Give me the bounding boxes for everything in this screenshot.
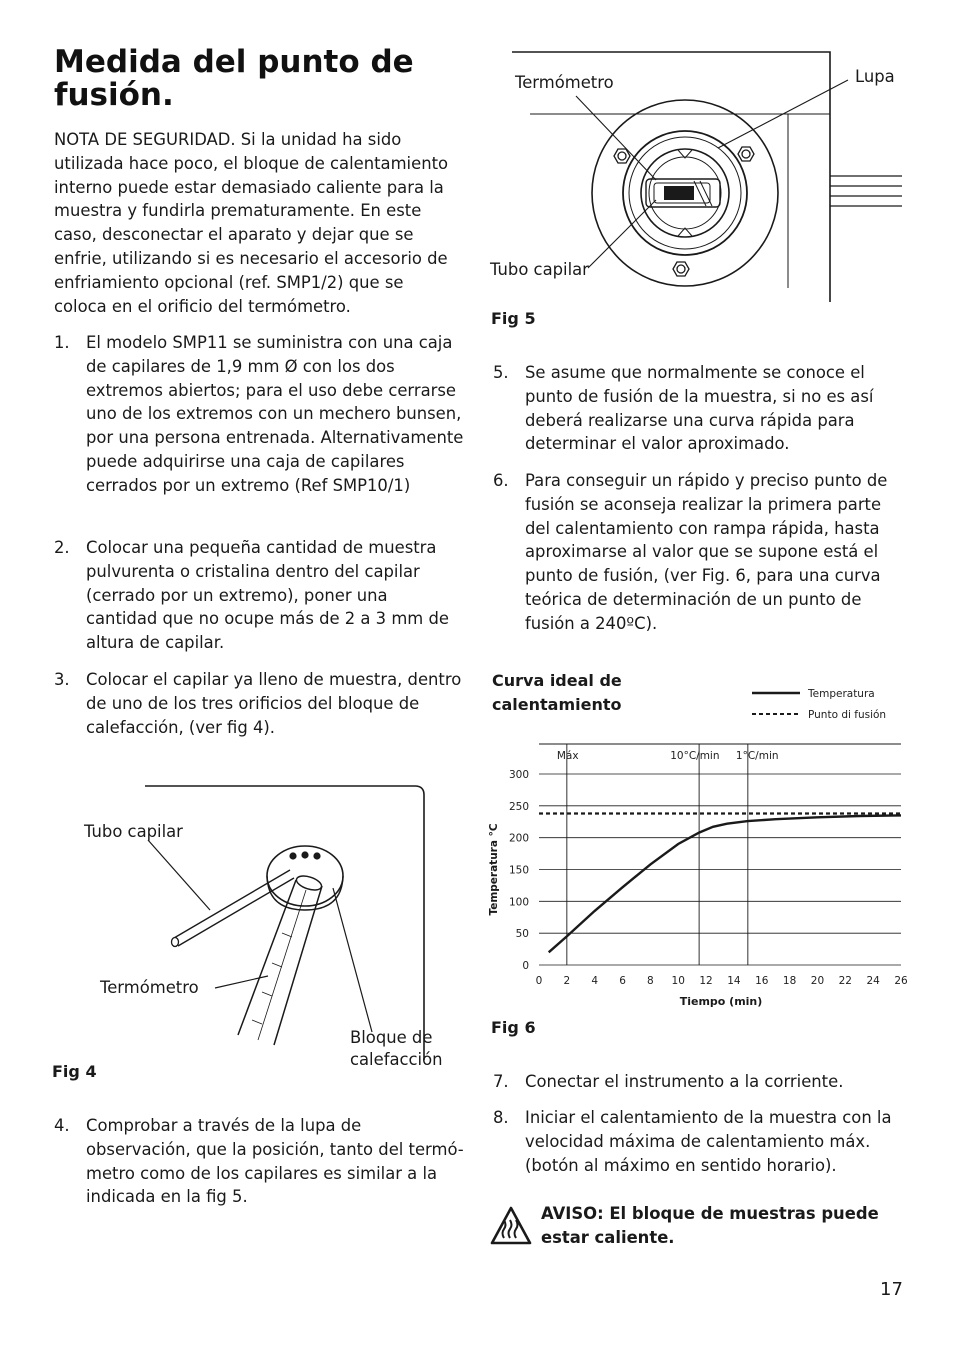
step-text: Iniciar el calentamiento de la muestra con la velocidad máxima de calentamiento máx. (botón al máximo en sentido horario). xyxy=(525,1108,892,1175)
step-7 xyxy=(493,1070,905,1094)
hot-surface-warning-icon xyxy=(489,1205,533,1247)
x-tick-label: 14 xyxy=(727,975,741,987)
step-3 xyxy=(54,668,466,740)
chart-title-line-2: calentamiento xyxy=(492,695,622,714)
fig5-label-magnifier: Lupa xyxy=(855,67,895,86)
x-tick-label: 10 xyxy=(671,975,685,987)
capillary-tube xyxy=(174,870,290,938)
step-number: 7. xyxy=(493,1072,509,1091)
legend-label: Temperatura xyxy=(808,688,875,700)
x-tick-label: 24 xyxy=(866,975,880,987)
y-tick-label: 250 xyxy=(508,800,529,813)
fig5-caption: Fig 5 xyxy=(491,309,536,328)
step-text: Colocar una pequeña cantidad de muestra pulvurenta o cristalina dentro del capilar (cerrado por un extremo), poner una cantidad que no ocupe más de 2 a 3 mm de altura de capilar. xyxy=(86,538,449,653)
step-number: 5. xyxy=(493,363,509,382)
step-text: Colocar el capilar ya lleno de muestra, dentro de uno de los tres orificios del bloque de calefacción, (ver fig 4). xyxy=(86,670,462,737)
fig4-label-block-2: calefacción xyxy=(350,1050,443,1069)
temperature-series xyxy=(549,815,901,952)
y-tick-label: 50 xyxy=(515,928,529,941)
y-tick-label: 0 xyxy=(522,960,529,972)
page-number: 17 xyxy=(880,1279,903,1300)
safety-note: NOTA DE SEGURIDAD. Si la unidad ha sido utilizada hace poco, el bloque de calentamiento interno puede estar demasiado caliente para la muestra y fundirla prematuramente. En este caso, desconectar el aparato y dejar que se enfrie, utilizando si es necesario el accesorio de enfriamiento opcional (ref. SMP1/2) que se coloca en el orificio del termómetro. xyxy=(54,130,449,316)
warning-line-2: estar caliente. xyxy=(541,1228,675,1247)
x-tick-label: 26 xyxy=(894,975,908,987)
step-number: 3. xyxy=(54,670,70,689)
step-text: El modelo SMP11 se suministra con una caja de capilares de 1,9 mm Ø con los dos extremos abiertos; para el uso debe cerrarse uno de los extremos con un mechero bunsen, por una persona entrenada. Alternativamente puede adquirirse una caja de capilares cerrados por un extremo (Ref SMP10/1) xyxy=(86,333,464,495)
x-tick-label: 20 xyxy=(810,975,825,987)
fig4-label-capillary: Tubo capilar xyxy=(84,822,183,841)
step-number: 2. xyxy=(54,538,70,557)
step-text: Conectar el instrumento a la corriente. xyxy=(525,1072,844,1091)
phase-marker-label: 1°C/min xyxy=(735,750,779,762)
step-text: Se asume que normalmente se conoce el punto de fusión de la muestra, si no es así deberá realizarse una curva rápida para determinar el valor aproximado. xyxy=(525,363,874,454)
fig5-label-thermometer: Termómetro xyxy=(515,73,614,92)
x-tick-label: 0 xyxy=(535,975,543,987)
y-tick-label: 200 xyxy=(508,832,529,845)
fig4-label-block-1: Bloque de xyxy=(350,1028,433,1047)
step-text: Comprobar a través de la lupa de observación, que la posición, tanto del termó-metro como de los capilares es similar a la indicada en la fig 5. xyxy=(86,1116,464,1207)
phase-marker-label: 10°C/min xyxy=(670,750,720,762)
y-tick-label: 100 xyxy=(508,896,529,909)
x-tick-label: 12 xyxy=(699,975,713,987)
step-2 xyxy=(54,536,464,656)
step-5 xyxy=(493,361,905,457)
warning-line-1: AVISO: El bloque de muestras puede xyxy=(541,1204,879,1223)
step-4 xyxy=(54,1114,464,1210)
legend-label: Punto di fusión xyxy=(808,709,887,721)
x-tick-label: 22 xyxy=(838,975,852,987)
heating-curve-chart xyxy=(480,680,920,1020)
x-tick-label: 8 xyxy=(647,975,654,987)
x-tick-label: 4 xyxy=(591,975,599,987)
step-text: Para conseguir un rápido y preciso punto de fusión se aconseja realizar la primera parte del calentamiento con rampa rápida, hasta aproximarse al valor que se supone está el punto de fusión, (ver Fig. 6, para una curva teórica de determinación de un punto de fusión a 240ºC). xyxy=(525,471,888,633)
y-tick-label: 150 xyxy=(508,864,529,877)
fig5-label-capillary: Tubo capilar xyxy=(490,260,589,279)
fig4-diagram xyxy=(0,770,470,1070)
step-8 xyxy=(493,1106,905,1178)
step-number: 1. xyxy=(54,333,70,352)
step-number: 4. xyxy=(54,1116,70,1135)
fig4-caption: Fig 4 xyxy=(52,1062,97,1081)
fig6-caption: Fig 6 xyxy=(491,1018,536,1037)
x-tick-label: 16 xyxy=(755,975,769,987)
x-tick-label: 6 xyxy=(619,975,626,987)
instrument-outline xyxy=(145,786,424,1060)
chart-title-line-1: Curva ideal de xyxy=(492,671,622,690)
x-axis-label: Tiempo (min) xyxy=(679,995,763,1008)
step-6 xyxy=(493,469,905,637)
phase-marker-label: Máx xyxy=(556,750,579,762)
step-1 xyxy=(54,331,464,523)
page-title: Medida del punto de fusión. xyxy=(54,44,414,113)
x-tick-label: 2 xyxy=(563,975,571,987)
step-number: 8. xyxy=(493,1108,509,1127)
step-number: 6. xyxy=(493,471,509,490)
y-tick-label: 300 xyxy=(508,769,529,781)
y-axis-label: Temperatura °C xyxy=(488,823,500,916)
fig4-label-thermometer: Termómetro xyxy=(100,978,199,997)
x-tick-label: 18 xyxy=(782,975,797,987)
